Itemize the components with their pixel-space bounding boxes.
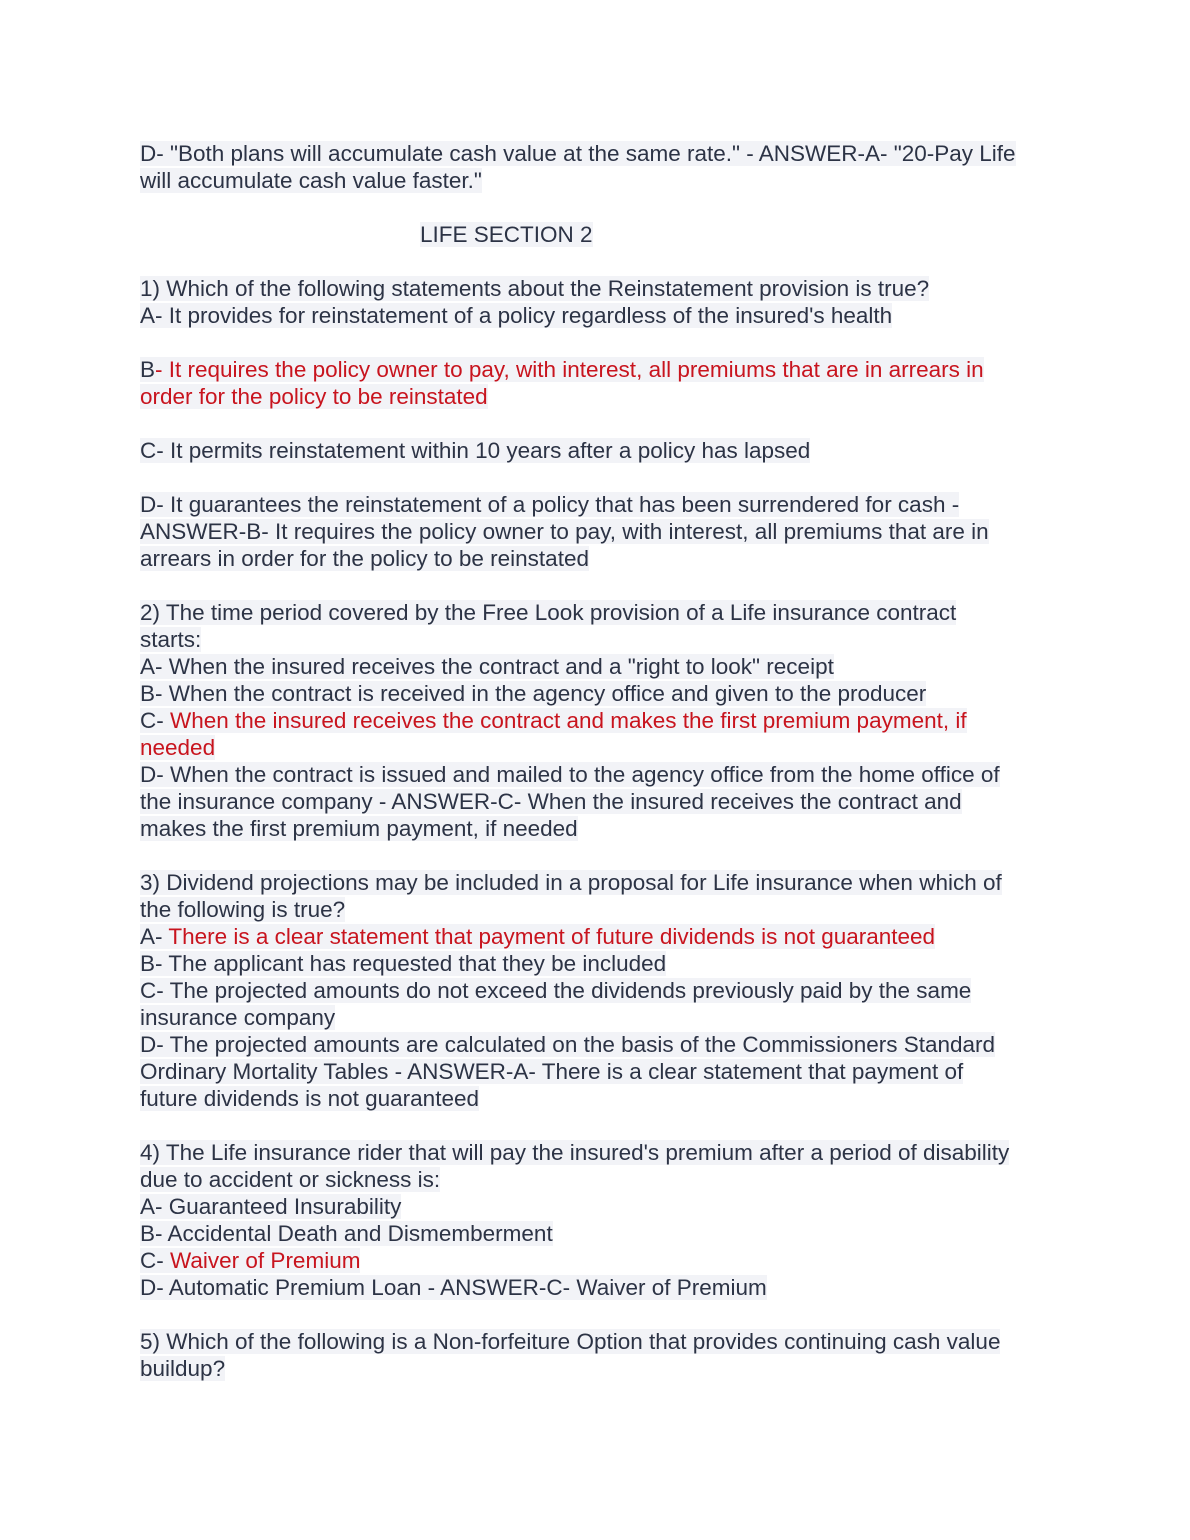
answer-line: arrears in order for the policy to be reinstated (140, 546, 589, 571)
option-c-correct: When the insured receives the contract and makes the first premium payment, if (170, 708, 967, 733)
option-d: D- The projected amounts are calculated on the basis of the Commissioners Standard (140, 1032, 996, 1057)
option-c-prefix: C- (140, 708, 170, 733)
answer-line: makes the first premium payment, if needed (140, 816, 578, 841)
document-page (140, 140, 1055, 1382)
text-line: will accumulate cash value faster." (140, 168, 482, 193)
question-4 (140, 1139, 1055, 1301)
question-2 (140, 599, 1055, 842)
option-c-cont: insurance company (140, 1005, 336, 1030)
option-b: B- Accidental Death and Dismemberment (140, 1221, 553, 1246)
option-b-correct-cont: order for the policy to be reinstated (140, 384, 488, 409)
option-d: D- It guarantees the reinstatement of a policy that has been surrendered for cash - (140, 492, 960, 517)
option-c-correct-cont: needed (140, 735, 216, 760)
option-d-answer: D- Automatic Premium Loan - ANSWER-C- Waiver of Premium (140, 1275, 767, 1300)
option-c-prefix: C- (140, 1248, 170, 1273)
text-line: D- "Both plans will accumulate cash value at the same rate." - ANSWER-A- "20-Pay Life (140, 141, 1016, 166)
question-stem-cont: due to accident or sickness is: (140, 1167, 441, 1192)
option-b-prefix: B (140, 357, 156, 382)
question-stem: 2) The time period covered by the Free Look provision of a Life insurance contract (140, 600, 957, 625)
question-1 (140, 275, 1055, 572)
question-stem: 3) Dividend projections may be included in a proposal for Life insurance when which of (140, 870, 1002, 895)
answer-line: the insurance company - ANSWER-C- When the insured receives the contract and (140, 789, 962, 814)
question-5 (140, 1328, 1055, 1382)
option-a-prefix: A- (140, 924, 169, 949)
answer-line: future dividends is not guaranteed (140, 1086, 479, 1111)
option-a: A- It provides for reinstatement of a policy regardless of the insured's health (140, 303, 893, 328)
question-stem: 4) The Life insurance rider that will pay the insured's premium after a period of disability (140, 1140, 1010, 1165)
option-a: A- Guaranteed Insurability (140, 1194, 402, 1219)
option-b-correct: - It requires the policy owner to pay, with interest, all premiums that are in arrears in (155, 357, 984, 382)
answer-line: Ordinary Mortality Tables - ANSWER-A- There is a clear statement that payment of (140, 1059, 964, 1084)
question-3 (140, 869, 1055, 1112)
option-c-correct: Waiver of Premium (170, 1248, 361, 1273)
section-title: LIFE SECTION 2 (420, 222, 593, 247)
answer-line: ANSWER-B- It requires the policy owner to pay, with interest, all premiums that are in (140, 519, 989, 544)
option-a-correct: There is a clear statement that payment of future dividends is not guaranteed (168, 924, 936, 949)
question-stem: 1) Which of the following statements about the Reinstatement provision is true? (140, 276, 930, 301)
question-stem: 5) Which of the following is a Non-forfeiture Option that provides continuing cash value (140, 1329, 1001, 1354)
question-stem-cont: the following is true? (140, 897, 346, 922)
option-d: D- When the contract is issued and mailed to the agency office from the home office of (140, 762, 1000, 787)
option-b: B- When the contract is received in the agency office and given to the producer (140, 681, 927, 706)
question-stem-cont: buildup? (140, 1356, 226, 1381)
option-c: C- The projected amounts do not exceed the dividends previously paid by the same (140, 978, 972, 1003)
option-c: C- It permits reinstatement within 10 years after a policy has lapsed (140, 438, 811, 463)
option-b: B- The applicant has requested that they be included (140, 951, 667, 976)
intro-answer (140, 140, 1055, 194)
question-stem-cont: starts: (140, 627, 202, 652)
option-a: A- When the insured receives the contract and a "right to look" receipt (140, 654, 834, 679)
